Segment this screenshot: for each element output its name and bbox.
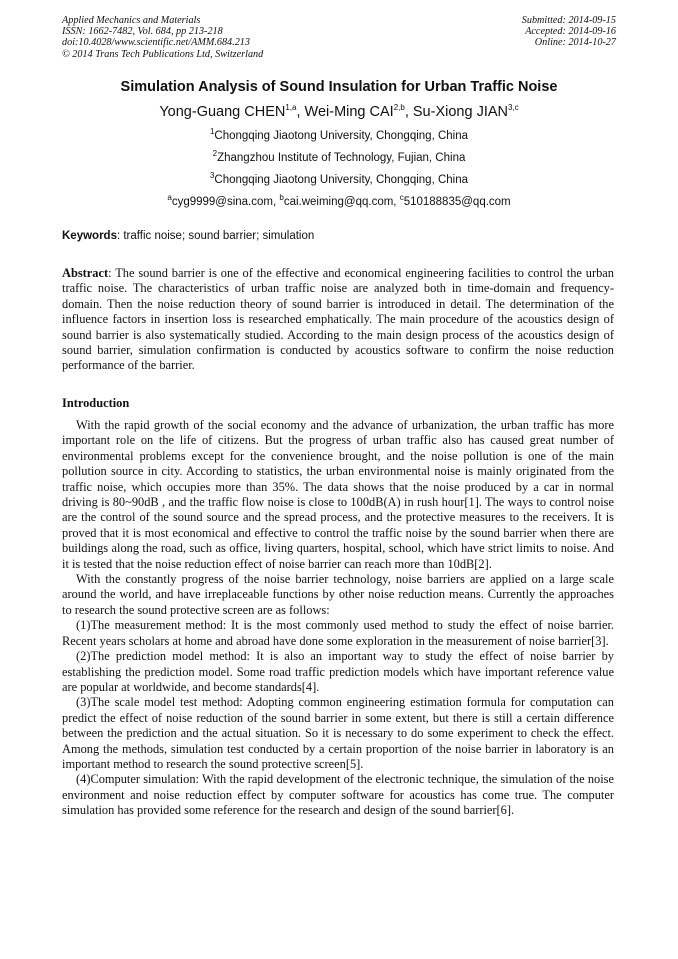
accepted-date: Accepted: 2014-09-16 (525, 26, 616, 38)
affiliation-mark: 3 (209, 171, 215, 181)
author-affiliation-mark: 2,b (393, 103, 405, 113)
abstract-text: : The sound barrier is one of the effective and economical engineering facilities to control the urban traffic noise. The characteristics of urban traffic noise are analyzed both in time-domain and frequency-domain. Then the noise reduction theory of sound barrier is introduced in detail. The determination of the influence factors in insertion loss is researched emphatically. The main procedure of the acoustics design of sound barrier is also systematically studied. According to the main design process of the acoustics design of sound barrier, simulation confirmation is conducted by acoustics software to confirm the noise reduction performance of the barrier. (62, 266, 614, 373)
email-mark: a (167, 193, 172, 203)
affiliation-mark: 1 (209, 127, 215, 137)
email-link[interactable]: cai.weiming@qq.com, (283, 196, 400, 208)
abstract-section (62, 266, 614, 374)
email-mark: b (279, 193, 284, 203)
author-separator: , (404, 104, 413, 120)
doi-link[interactable]: doi:10.4028/www.scientific.net/AMM.684.213 (62, 37, 250, 49)
author-affiliation-mark: 1,a (285, 103, 297, 113)
author-name: Wei-Ming CAI (304, 104, 394, 120)
affiliation-2 (0, 149, 678, 164)
author-affiliation-mark: 3,c (508, 103, 519, 113)
submitted-date: Submitted: 2014-09-15 (521, 15, 616, 26)
introduction-section (62, 418, 614, 819)
author-separator: , (296, 104, 305, 120)
body-paragraph: With the rapid growth of the social economy and the advance of urbanization, the urban traffic has more important role on the life of citizens. But the progress of urban traffic also has caused great number of environmental problems except for the convenience brought, and the noise pollution is one of the main pollution source in city. According to statistics, the urban environmental noise is mainly originated from the traffic noise, which occupies more than 35%. The data shows that the noise produced by a car in normal driving is 80~90dB , and the traffic flow noise is close to 100dB(A) in rush hour[1]. The ways to control noise are the control of the sound source and the spread process, and the protective measures to the receivers. It is proved that it is most economical and effective to control the traffic noise by the sound barrier when there are buildings along the road, such as office, living quarters, hospital, school, which have strict limits to noise. And it is tested that the noise reduction effect of noise barrier can reach more than 10dB[2]. (62, 418, 614, 571)
introduction-heading: Introduction (62, 396, 130, 410)
body-paragraph: (1)The measurement method: It is the most commonly used method to study the effect of noise barrier. Recent years scholars at home and abroad have done some exploration in the measurement of noise barrier[3]. (62, 618, 614, 648)
journal-name: Applied Mechanics and Materials (62, 15, 201, 26)
affiliation-text: Chongqing Jiaotong University, Chongqing, China (214, 174, 469, 186)
body-paragraph: (3)The scale model test method: Adopting common engineering estimation formula for computation can predict the effect of noise reduction of the sound barrier in some extent, but there is still a certain difference between the prediction and the actual situation. So it is necessary to do some experiment to check the effect. Among the methods, simulation test conducted by a certain proportion of the noise barrier in laboratory is an important method to research the sound protective screen[5]. (62, 695, 614, 771)
email-link[interactable]: cyg9999@sina.com, (171, 196, 280, 208)
body-paragraph: With the constantly progress of the noise barrier technology, noise barriers are applied on a large scale around the world, and have irreplaceable functions by other noise reduction means. Currently the approaches to research the sound protective screen are as follows: (62, 572, 614, 617)
affiliation-3 (0, 171, 678, 186)
copyright-line: © 2014 Trans Tech Publications Ltd, Switzerland (62, 48, 264, 60)
body-paragraph: (4)Computer simulation: With the rapid development of the electronic technique, the simulation of the noise environment and noise reduction effect by computer software for acoustics has come true. The computer simulation has provided some reference for the research and design of the sound barrier[6]. (62, 772, 614, 818)
publication-dates (522, 15, 616, 49)
body-paragraph: (2)The prediction model method: It is also an important way to study the effect of noise barrier by establishing the prediction model. Some road traffic prediction models which have important reference value are popular at worldwide, and become standards[4]. (62, 649, 614, 694)
online-date: Online: 2014-10-27 (534, 37, 616, 49)
affiliation-text: Chongqing Jiaotong University, Chongqing, China (214, 130, 469, 142)
affiliation-mark: 2 (212, 149, 218, 159)
issn-line: ISSN: 1662-7482, Vol. 684, pp 213-218 (62, 26, 223, 38)
keywords-line (62, 230, 622, 242)
author-name: Yong-Guang CHEN (159, 104, 286, 120)
email-link[interactable]: 510188835@qq.com (403, 196, 511, 208)
affiliation-1 (0, 127, 678, 142)
keywords-label: Keywords (62, 230, 117, 242)
keywords-text: : traffic noise; sound barrier; simulation (116, 230, 315, 242)
abstract-label: Abstract (62, 266, 109, 280)
email-list (0, 193, 678, 208)
paper-title: Simulation Analysis of Sound Insulation for Urban Traffic Noise (120, 79, 558, 95)
author-list (0, 104, 678, 120)
affiliation-text: Zhangzhou Institute of Technology, Fujian, China (217, 152, 466, 164)
email-mark: c (399, 193, 404, 203)
author-name: Su-Xiong JIAN (412, 104, 508, 120)
publication-info (62, 15, 263, 60)
